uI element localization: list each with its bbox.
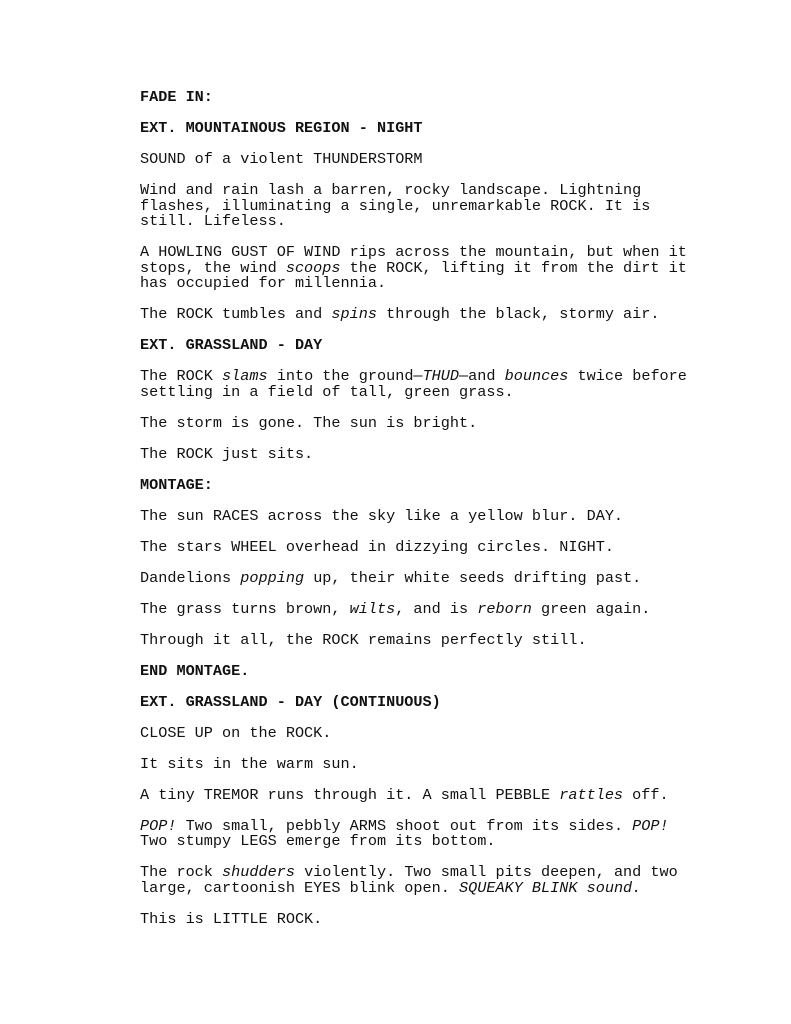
action-text: violently. Two small pits deepen, and two large, cartoonish EYES blink open.	[140, 863, 687, 897]
emphasis-text: wilts	[349, 599, 396, 618]
scene-heading-mountainous-region: EXT. MOUNTAINOUS REGION - NIGHT	[140, 119, 423, 137]
action-line	[140, 865, 700, 896]
scene-heading-grassland: EXT. GRASSLAND - DAY	[140, 336, 323, 354]
action-text: twice before settling in a field of tall, green grass.	[140, 367, 697, 401]
action-line	[140, 369, 700, 400]
action-text: off.	[623, 785, 669, 804]
action-line: The storm is gone. The sun is bright.	[140, 413, 478, 432]
action-text: Two small, pebbly ARMS shoot out from its sides.	[176, 816, 633, 835]
emphasis-text: popping	[240, 568, 305, 587]
action-text: up, their white seeds drifting past.	[304, 568, 642, 587]
action-line	[140, 599, 700, 618]
action-text: A HOWLING GUST OF WIND rips across the mountain, but when it stops, the wind	[140, 243, 696, 277]
script-body	[140, 90, 700, 943]
action-line: The sun RACES across the sky like a yellow blur. DAY.	[140, 506, 624, 525]
action-line: This is LITTLE ROCK.	[140, 909, 323, 928]
emphasis-text: slams	[222, 367, 268, 385]
emphasis-text: shudders	[222, 863, 295, 881]
action-text: , and is	[395, 599, 478, 618]
emphasis-text: spins	[331, 305, 377, 323]
montage-end: END MONTAGE.	[140, 661, 250, 680]
action-text: The ROCK	[140, 367, 223, 385]
action-text: The grass turns brown,	[140, 599, 350, 618]
emphasis-text: POP!	[632, 816, 669, 835]
action-line: The stars WHEEL overhead in dizzying circles. NIGHT.	[140, 537, 614, 556]
emphasis-text: THUD	[422, 367, 460, 385]
transition-fade-in: FADE IN:	[140, 88, 213, 106]
action-line	[140, 816, 700, 850]
action-text: The ROCK tumbles and	[140, 305, 332, 323]
action-line	[140, 307, 700, 323]
action-text: into the ground—	[267, 367, 423, 385]
action-line: Wind and rain lash a barren, rocky landscape. Lightning flashes, illuminating a single, unremarkable ROCK. It is still. Lifeless.	[140, 181, 660, 230]
emphasis-text: SQUEAKY BLINK sound.	[459, 878, 642, 897]
action-text: A tiny TREMOR runs through it. A small PEBBLE	[140, 785, 560, 804]
action-line: SOUND of a violent THUNDERSTORM	[140, 150, 423, 168]
action-line	[140, 245, 700, 292]
emphasis-text: POP!	[140, 816, 177, 835]
action-text: The rock	[140, 863, 223, 881]
action-text: Dandelions	[140, 568, 241, 587]
emphasis-text: rattles	[559, 785, 624, 804]
action-text: through the black, stormy air.	[376, 305, 660, 323]
action-text: —and	[459, 367, 505, 385]
emphasis-text: scoops	[285, 258, 341, 277]
action-line	[140, 568, 700, 587]
action-text: green again.	[531, 599, 651, 618]
action-line: It sits in the warm sun.	[140, 754, 359, 773]
emphasis-text: reborn	[477, 599, 532, 618]
action-text: the ROCK, lifting it from the dirt it has occupied for millennia.	[140, 258, 696, 292]
montage-heading: MONTAGE:	[140, 475, 213, 494]
action-line: Through it all, the ROCK remains perfectly still.	[140, 630, 587, 649]
action-line: The ROCK just sits.	[140, 444, 314, 463]
action-line: CLOSE UP on the ROCK.	[140, 723, 332, 742]
action-line	[140, 785, 700, 804]
scene-heading-grassland-continuous: EXT. GRASSLAND - DAY (CONTINUOUS)	[140, 692, 441, 711]
action-text: Two stumpy LEGS emerge from its bottom.	[140, 816, 678, 850]
emphasis-text: bounces	[504, 367, 569, 385]
